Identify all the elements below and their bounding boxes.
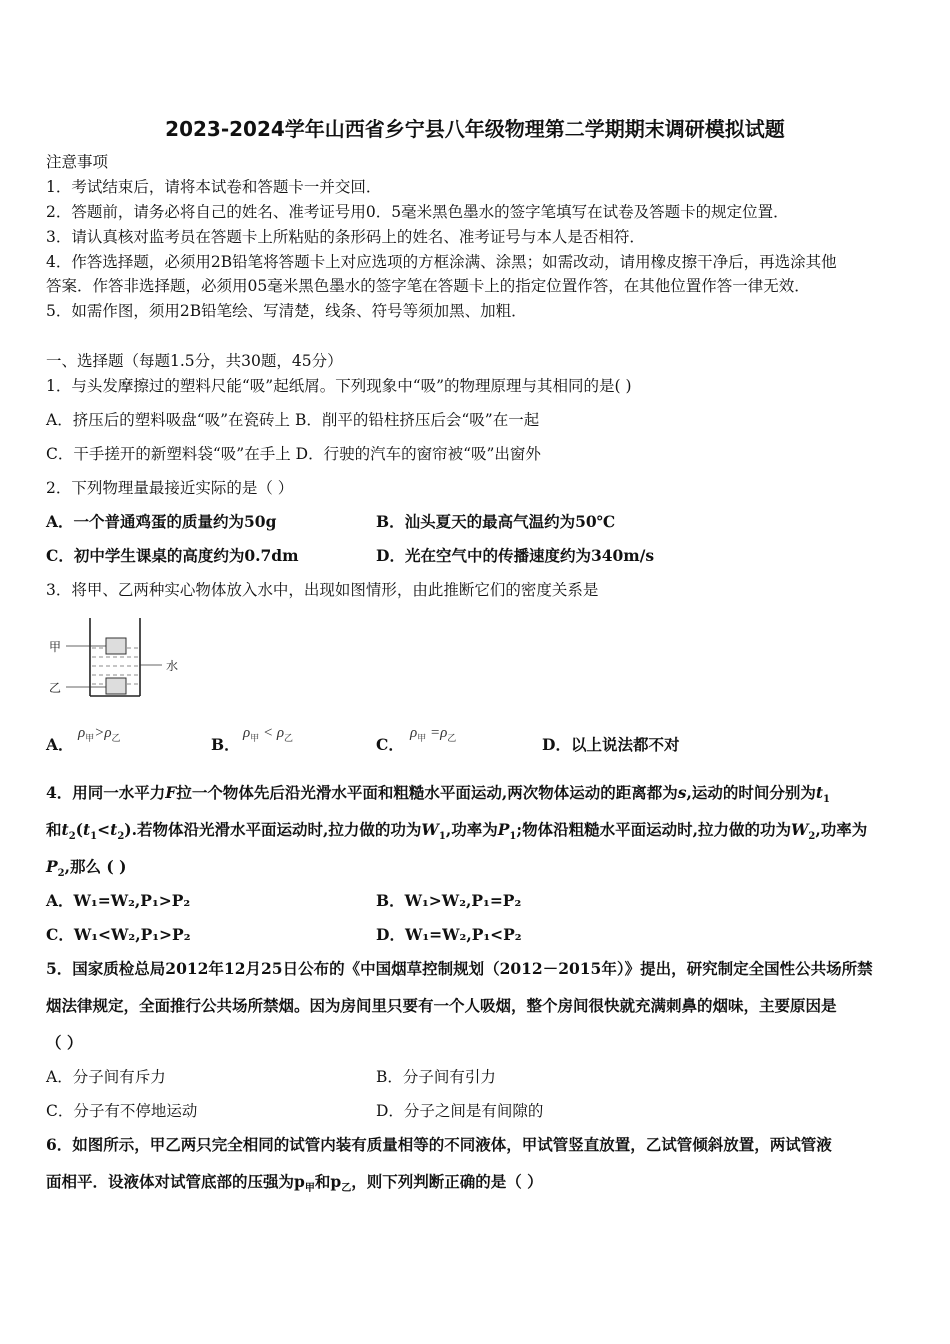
question-5-option-d: D．分子之间是有间隙的 — [376, 1102, 544, 1120]
label-jia: 甲 — [49, 640, 62, 654]
question-2-option-d: D．光在空气中的传播速度约为340m/s — [376, 546, 655, 565]
notice-item: 3．请认真核对监考员在答题卡上所粘贴的条形码上的姓名、准考证号与本人是否相符． — [46, 228, 645, 246]
notice-item: 2．答题前，请务必将自己的姓名、准考证号用0．5毫米黑色墨水的签字笔填写在试卷及答题卡的规定位置． — [46, 203, 789, 221]
question-5-option-a: A．分子间有斥力 — [46, 1068, 166, 1086]
question-3-option-c-formula: $\rho_甲 =\rho_乙$ — [410, 725, 457, 743]
question-3-option-a-label: A． — [46, 735, 74, 754]
notice-item: 5．如需作图，须用2B铅笔绘、写清楚，线条、符号等须加黑、加粗． — [46, 302, 527, 320]
page-title: 2023-2024学年山西省乡宁县八年级物理第二学期期末调研模拟试题 — [165, 117, 785, 141]
notice-item: 4．作答选择题，必须用2B铅笔将答题卡上对应选项的方框涂满、涂黑；如需改动，请用橡皮擦干净后，再选涂其他 — [46, 253, 837, 271]
question-3-option-b-label: B． — [211, 735, 240, 754]
question-3-option-a-formula: $\rho_甲>\rho_乙$ — [78, 725, 121, 743]
notice-item: 答案．作答非选择题，必须用05毫米黑色墨水的签字笔在答题卡上的指定位置作答，在其他位置作答一律无效． — [46, 277, 810, 295]
question-5-stem-line1: 5．国家质检总局2012年12月25日公布的《中国烟草控制规划（2012－2015年）》提出，研究制定全国性公共场所禁 — [46, 959, 873, 978]
question-5-stem-line2: 烟法律规定，全面推行公共场所禁烟。因为房间里只要有一个人吸烟，整个房间很快就充满刺鼻的烟味，主要原因是 — [46, 996, 837, 1015]
question-4-option-b: B．W₁>W₂,P₁=P₂ — [376, 891, 522, 910]
question-1-stem: 1．与头发摩擦过的塑料尺能“吸”起纸屑。下列现象中“吸”的物理原理与其相同的是( ) — [46, 377, 632, 395]
question-3-option-b-formula: $\rho_甲 < \rho_乙$ — [243, 725, 294, 743]
question-3-option-c-label: C． — [376, 735, 404, 754]
question-4-stem-line3: $P_2$,那么 ( ) — [46, 857, 127, 880]
question-2-option-a: A．一个普通鸡蛋的质量约为50g — [46, 512, 277, 531]
section-heading: 一、选择题（每题1.5分，共30题，45分） — [46, 352, 343, 370]
notice-item: 1．考试结束后，请将本试卷和答题卡一并交回． — [46, 178, 382, 196]
question-5-option-b: B．分子间有引力 — [376, 1068, 496, 1086]
question-5-option-c: C．分子有不停地运动 — [46, 1102, 198, 1120]
question-1-options-cd: C．干手搓开的新塑料袋“吸”在手上 D．行驶的汽车的窗帘被“吸”出窗外 — [46, 445, 541, 463]
object-jia — [106, 638, 126, 654]
beaker-figure — [44, 612, 194, 702]
question-2-option-c: C．初中学生课桌的高度约为0.7dm — [46, 546, 299, 565]
object-yi — [106, 678, 126, 694]
question-4-option-a: A．W₁=W₂,P₁>P₂ — [46, 891, 191, 910]
label-yi: 乙 — [49, 681, 62, 695]
question-5-stem-line3: （ ） — [46, 1033, 83, 1052]
question-4-option-c: C．W₁<W₂,P₁>P₂ — [46, 925, 191, 944]
question-3-option-d: D．以上说法都不对 — [542, 735, 680, 754]
question-6-stem-line2: 面相平．设液体对试管底部的压强为$p_甲$和$p_乙$，则下列判断正确的是（ ） — [46, 1172, 543, 1195]
question-4-stem-line2: 和$t_2(t_1<t_2)$.若物体沿光滑水平面运动时,拉力做的功为$W_1$,功率为$P_1$;物体沿粗糙水平面运动时,拉力做的功为$W_2$,功率为 — [46, 820, 868, 843]
question-3-stem: 3．将甲、乙两种实心物体放入水中，出现如图情形，由此推断它们的密度关系是 — [46, 581, 599, 599]
question-4-option-d: D．W₁=W₂,P₁<P₂ — [376, 925, 522, 944]
question-4-stem-line1: 4．用同一水平力F拉一个物体先后沿光滑水平面和粗糙水平面运动,两次物体运动的距离都为s,运动的时间分别为$t_1$ — [46, 783, 830, 806]
question-2-stem: 2．下列物理量最接近实际的是（ ） — [46, 479, 294, 497]
notice-heading: 注意事项 — [46, 153, 109, 171]
question-1-options-ab: A．挤压后的塑料吸盘“吸”在瓷砖上 B．削平的铅柱挤压后会“吸”在一起 — [46, 411, 540, 429]
label-water: 水 — [166, 659, 179, 673]
question-6-stem-line1: 6．如图所示，甲乙两只完全相同的试管内装有质量相等的不同液体，甲试管竖直放置，乙试管倾斜放置，两试管液 — [46, 1135, 832, 1154]
question-2-option-b: B．汕头夏天的最高气温约为50℃ — [376, 512, 616, 531]
